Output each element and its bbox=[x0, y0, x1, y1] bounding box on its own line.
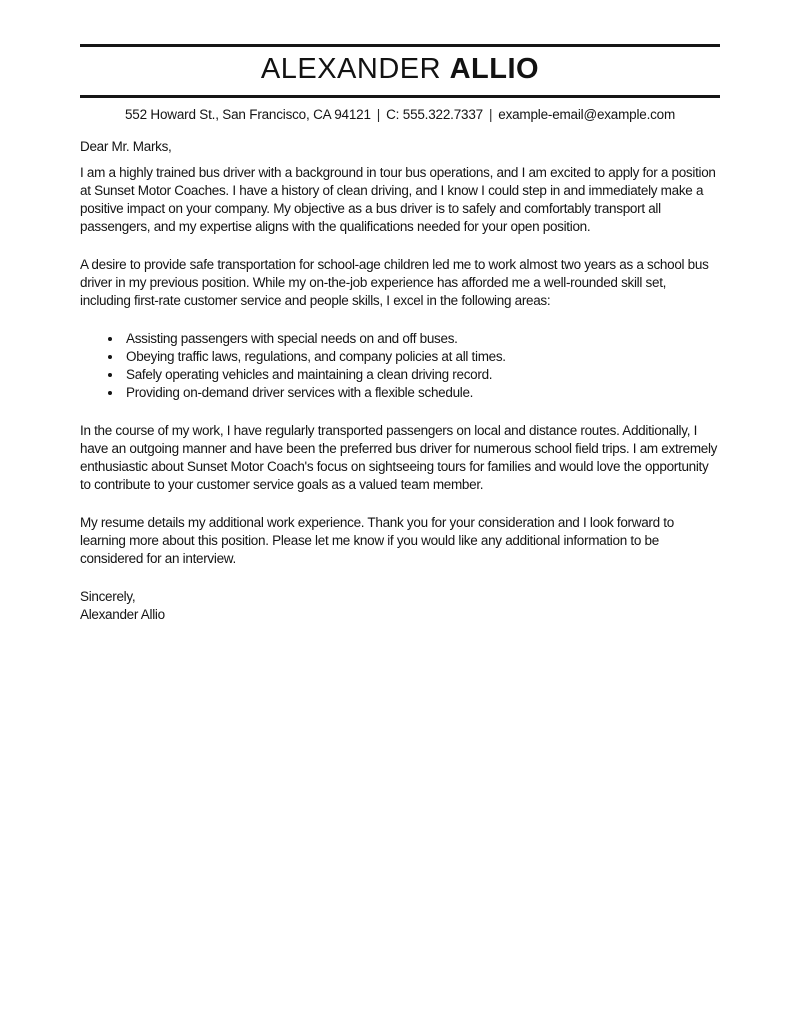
candidate-name bbox=[80, 54, 720, 86]
paragraph-work-details: In the course of my work, I have regularly transported passengers on local and distance routes. Additionally, I have an outgoing manner and have been the preferred bus driver for numerous school field trips. I am extremely enthusiastic about Sunset Motor Coach's focus on sightseeing tours for families and would love the opportunity to contribute to your customer service goals as a valued team member. bbox=[80, 422, 718, 492]
letter-header bbox=[80, 44, 720, 98]
skills-list bbox=[80, 330, 720, 402]
closing: Sincerely, bbox=[80, 588, 136, 604]
candidate-last-name: ALLIO bbox=[449, 53, 540, 85]
contact-separator: | bbox=[376, 106, 381, 122]
paragraph-experience: A desire to provide safe transportation for school-age children led me to work almost two years as a school bus driver in my previous position. While my on-the-job experience has afforded me a well-rounded skill set, including first-rate customer service and people skills, I excel in the following areas: bbox=[80, 256, 709, 308]
skills-list-item: • Assisting passengers with special needs on and off buses. bbox=[123, 330, 720, 348]
contact-separator: | bbox=[488, 106, 493, 122]
letter-body bbox=[80, 138, 720, 624]
contact-address: 552 Howard St., San Francisco, CA 94121 bbox=[124, 106, 371, 122]
candidate-first-name: ALEXANDER bbox=[260, 53, 442, 85]
signature-name: Alexander Allio bbox=[80, 606, 165, 622]
contact-phone: C: 555.322.7337 bbox=[386, 106, 483, 122]
paragraph-intro: I am a highly trained bus driver with a background in tour bus operations, and I am excited to apply for a position at Sunset Motor Coaches. I have a history of clean driving, and I know I could step in and immediately make a positive impact on your company. My objective as a bus driver is to safely and comfortably transport all passengers, and my expertise aligns with the qualifications needed for your open position. bbox=[80, 164, 716, 234]
contact-line bbox=[80, 107, 720, 122]
contact-email: example-email@example.com bbox=[498, 106, 676, 122]
salutation: Dear Mr. Marks, bbox=[80, 138, 172, 154]
paragraph-resume-note: My resume details my additional work experience. Thank you for your consideration and I look forward to learning more about this position. Please let me know if you would like any additional information to be considered for an interview. bbox=[80, 514, 674, 566]
skills-list-item: • Obeying traffic laws, regulations, and company policies at all times. bbox=[123, 348, 720, 366]
skills-list-item: • Providing on-demand driver services with a flexible schedule. bbox=[123, 384, 720, 402]
skills-list-item: • Safely operating vehicles and maintaining a clean driving record. bbox=[123, 366, 720, 384]
